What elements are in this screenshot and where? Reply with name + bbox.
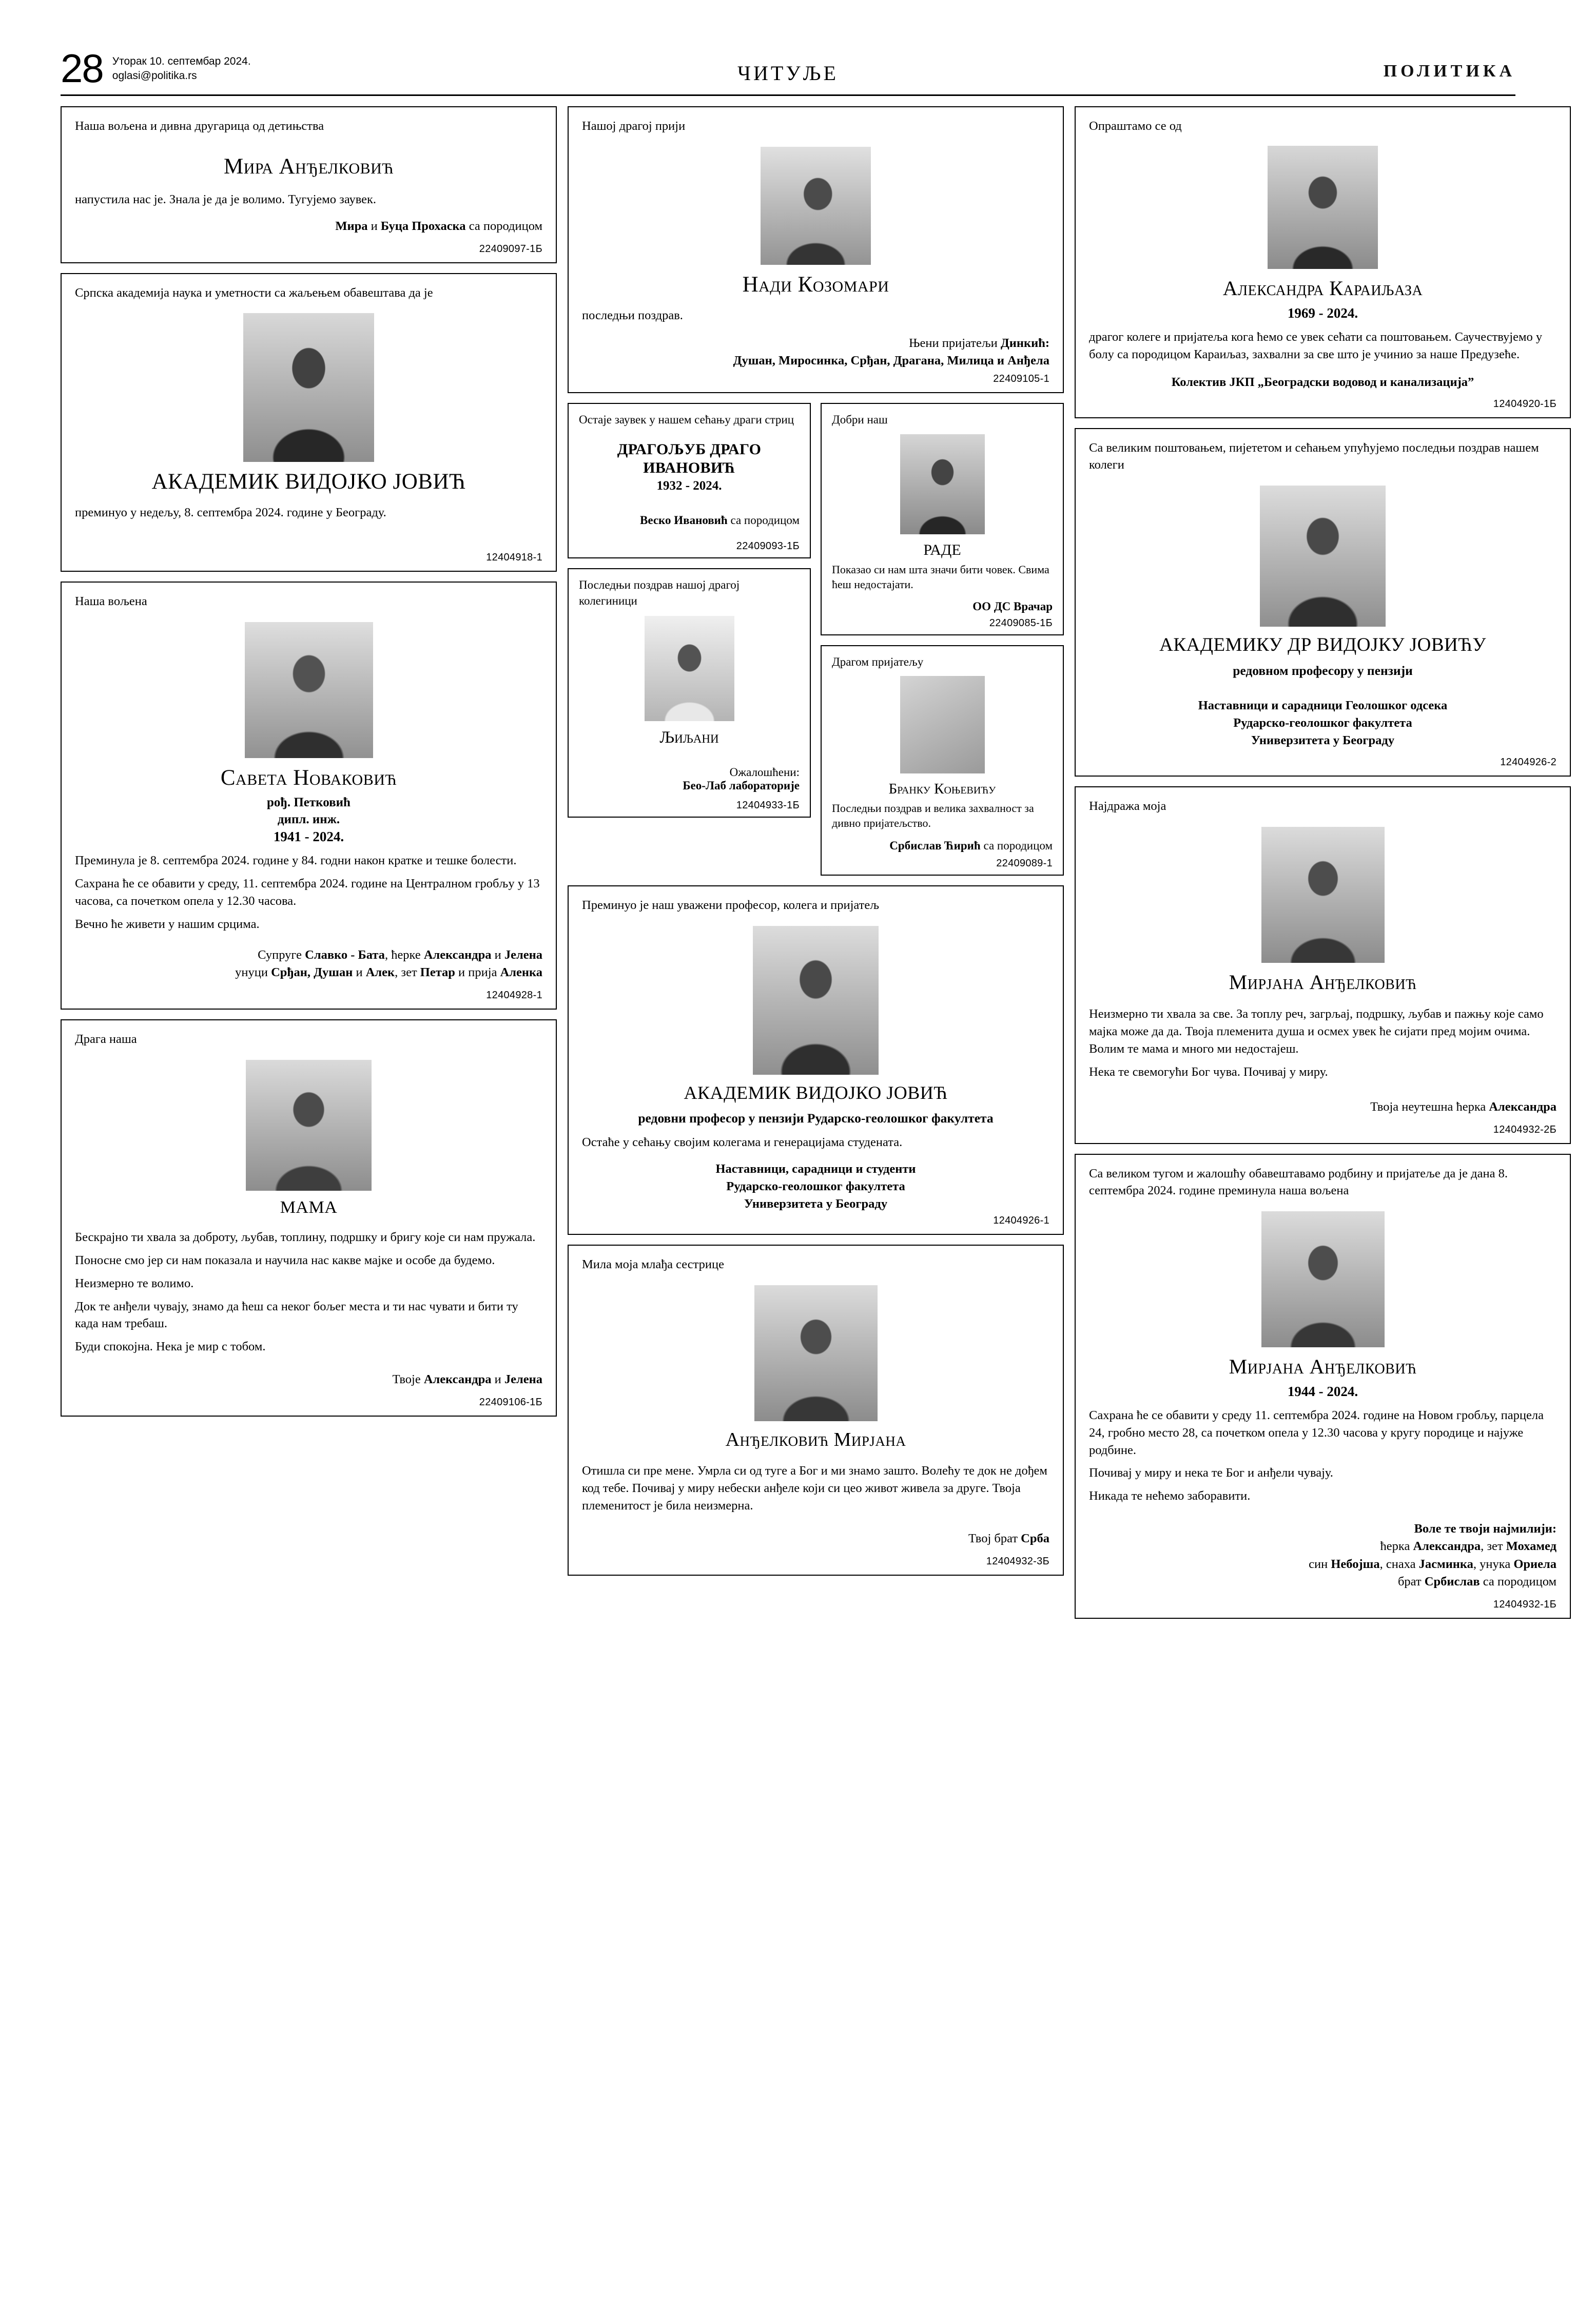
signature-line-1	[75, 946, 542, 964]
signature-line-2: Рударско-геолошког факултета	[726, 1179, 905, 1193]
s3d: Јасминка	[1418, 1557, 1473, 1571]
obituary-body: Отишла си пре мене. Умрла си од туге а Бог и ми знамо зашто. Волећу те док не дођем код тебе. Почивај у миру небески анђеле који си цео живот живела за друге. Твоја племенитост је била неизмерна.	[582, 1464, 1047, 1513]
lead-text: Остаје заувек у нашем сећању драги стриц	[579, 413, 794, 426]
obituary-ljiljani	[568, 568, 811, 818]
s2c: , зет	[1481, 1539, 1506, 1554]
s2c: и	[353, 965, 366, 979]
s2g: и прија	[455, 965, 500, 979]
obituary-paragraph-3: Никада те нећемо заборавити.	[1089, 1489, 1251, 1503]
deceased-photo	[1260, 486, 1386, 627]
deceased-name: Бранку Коњевићу	[888, 781, 996, 798]
ad-code: 22409085-1Б	[989, 617, 1053, 629]
lead-text: Српска академија наука и уметности са жаљењем обавештава да је	[75, 286, 433, 300]
obituary-aleksandar-karailjaz	[1075, 106, 1571, 418]
sa: Србислав Ћирић	[889, 839, 981, 852]
s3a: син	[1309, 1557, 1331, 1571]
ad-code: 12404932-2Б	[1493, 1124, 1556, 1135]
deceased-photo	[754, 1285, 878, 1421]
obituary-body: напустила нас је. Знала је да је волимо. Тугујемо заувек.	[75, 192, 377, 207]
deceased-name: МАМА	[280, 1198, 338, 1217]
signature-line-2	[1089, 1538, 1556, 1555]
signature	[1089, 1098, 1556, 1116]
ad-code: 12404920-1Б	[1493, 398, 1556, 410]
signature	[582, 1160, 1049, 1213]
deceased-name: Љиљани	[659, 728, 719, 747]
ad-code: 12404926-1	[993, 1215, 1049, 1227]
obituary-paragraph-1: Сахрана ће се обавити у среду 11. септембра 2024. године на Новом гробљу, парцела 24, гробно место 28, са почетком опела у 12.30 часова у кругу породице и најуже родбине.	[1089, 1408, 1544, 1457]
s1c: , ћерке	[384, 947, 424, 962]
deceased-years: 1941 - 2024.	[273, 829, 344, 845]
obituary-body: Показао си нам шта значи бити човек. Свима ћеш недостајати.	[832, 563, 1049, 591]
contact-email: oglasi@politika.rs	[112, 69, 197, 82]
lead-text: Најдража моја	[1089, 799, 1166, 814]
obituary-andjelkovic-mirjana-brother	[568, 1245, 1064, 1576]
deceased-name: Анђелковић Мирјана	[725, 1429, 906, 1451]
s4a: брат	[1397, 1574, 1425, 1589]
obituary-akademik-vidojko-jovic-geology	[1075, 428, 1571, 777]
deceased-photo	[246, 1060, 372, 1191]
issue-date: Уторак 10. септембар 2024.	[112, 55, 251, 67]
signature-line-1: Наставници и сарадници Геолошког одсека	[1198, 698, 1448, 712]
obituary-paragraph-1: Неизмерно ти хвала за све. За топлу реч, загрљај, подршку, љубав и пажњу које само мајка може да да. Твоја племенита душа и осмех увек ће сијати пред мојим очима. Волим те мама и много ми недостајеш.	[1089, 1007, 1544, 1056]
column-3	[1075, 106, 1571, 1619]
s2d: Мохамед	[1506, 1539, 1556, 1554]
ad-code: 22409105-1	[993, 373, 1049, 384]
s2a: унуци	[235, 965, 271, 979]
deceased-name: Мирјана Анђелковић	[1229, 1355, 1417, 1379]
obituary-paragraph-2: Почивај у миру и нека те Бог и анђели чувају.	[1089, 1466, 1333, 1480]
deceased-name: Мира Анђелковић	[223, 154, 394, 179]
obituary-body: драгог колеге и пријатеља кога ћемо се увек сећати са поштовањем. Саучествујемо у болу са породицом Караиљаз, захвални за све што је учинио за наше Предузеће.	[1089, 330, 1543, 362]
portrait-graphic	[1261, 1211, 1385, 1347]
page-number: 28	[61, 46, 103, 91]
deceased-photo	[1261, 827, 1385, 963]
deceased-name: АКАДЕМИК ВИДОЈКО ЈОВИЋ	[684, 1082, 948, 1103]
obituary-saveta-novakovic	[61, 582, 557, 1010]
ad-code: 12404926-2	[1500, 757, 1556, 768]
obituary-body: преминуо у недељу, 8. септембра 2024. године у Београду.	[75, 505, 386, 519]
ad-code: 22409089-1	[996, 857, 1053, 869]
portrait-graphic	[645, 616, 734, 721]
ad-code: 22409093-1Б	[736, 540, 800, 552]
deceased-photo	[1268, 146, 1378, 269]
signature	[75, 946, 542, 982]
s3b: Небојша	[1331, 1557, 1380, 1571]
ad-code: 22409097-1Б	[479, 243, 542, 255]
signer-tail: са породицом	[465, 219, 542, 234]
s2h: Аленка	[500, 965, 542, 979]
ad-code: 12404933-1Б	[736, 800, 800, 811]
signature-line-1: Воле те твоји најмилији:	[1414, 1522, 1556, 1536]
s4c: са породицом	[1480, 1574, 1556, 1589]
deceased-role: редовни професор у пензији Рударско-геолошког факултета	[638, 1110, 994, 1126]
obituary-paragraph-2: Нека те свемогући Бог чува. Почивај у миру.	[1089, 1064, 1328, 1079]
sa: Твој брат	[968, 1531, 1021, 1545]
deceased-name: Савета Новаковић	[220, 766, 397, 790]
obituary-paragraph-3: Неизмерно те волимо.	[75, 1276, 194, 1290]
signature-line-1: Ожалошћени:	[729, 766, 800, 779]
obituary-branko-konjevic	[821, 645, 1064, 876]
s2f: Петар	[420, 965, 455, 979]
s1a: Њени пријатељи	[909, 336, 1001, 351]
portrait-graphic	[900, 676, 985, 773]
signature-line-1: Наставници, сарадници и студенти	[715, 1161, 916, 1176]
s2b: Александра	[1413, 1539, 1481, 1554]
obituary-body: Последњи поздрав и велика захвалност за дивно пријатељство.	[832, 802, 1034, 830]
deceased-photo	[645, 616, 734, 721]
obituary-dragoljub-drago-ivanovic	[568, 403, 811, 558]
sa: Веско Ивановић	[640, 513, 728, 527]
deceased-photo	[1261, 1211, 1385, 1347]
portrait-graphic	[754, 1285, 878, 1421]
obituary-nadi-kozomari	[568, 106, 1064, 393]
signature	[582, 335, 1049, 370]
obituary-body: Остаће у сећању својим колегама и генерацијама студената.	[582, 1135, 903, 1149]
lead-text: Са великом тугом и жалошћу обавештавамо родбину и пријатеље да је дана 8. септембра 2024. године преминула наша вољена	[1089, 1166, 1508, 1198]
s1f: Јелена	[504, 947, 542, 962]
column-1	[61, 106, 557, 1619]
sc: и	[491, 1372, 504, 1386]
deceased-name: Мирјана Анђелковић	[1229, 971, 1417, 994]
signature-line-3	[1089, 1556, 1556, 1573]
signature-line-4	[1089, 1573, 1556, 1591]
obituary-mira-andjelkovic	[61, 106, 557, 263]
deceased-name: Александра Караиљаза	[1222, 277, 1423, 300]
deceased-photo	[243, 313, 374, 462]
s2e: , зет	[395, 965, 420, 979]
deceased-name: ДРАГОЉУБ ДРАГО ИВАНОВИЋ	[617, 440, 762, 477]
sa: Твоје	[392, 1372, 424, 1386]
obituary-rade	[821, 403, 1064, 635]
deceased-photo	[900, 676, 985, 773]
ad-code: 12404928-1	[486, 990, 542, 1001]
signature-line-2	[75, 964, 542, 981]
obituary-body: последњи поздрав.	[582, 308, 683, 323]
lead-text: Опраштамо се од	[1089, 119, 1182, 133]
obituary-pair-row	[568, 403, 1064, 876]
signature	[582, 1530, 1049, 1547]
s4b: Србислав	[1424, 1574, 1480, 1589]
signature	[579, 514, 800, 527]
ad-code: 22409106-1Б	[479, 1397, 542, 1408]
lead-text: Мила моја млађа сестрице	[582, 1257, 725, 1272]
sb: Александра	[1489, 1099, 1556, 1114]
obituary-paragraph-5: Буди спокојна. Нека је мир с тобом.	[75, 1340, 266, 1354]
lead-text: Преминуо је наш уважени професор, колега и пријатељ	[582, 898, 880, 912]
signature: Колектив ЈКП „Београдски водовод и канализација”	[1171, 375, 1474, 389]
portrait-graphic	[900, 434, 985, 534]
s1a: Супруге	[258, 947, 305, 962]
signature: ОО ДС Врачар	[972, 599, 1053, 613]
s3f: Ориела	[1513, 1557, 1556, 1571]
lead-text: Драга наша	[75, 1032, 137, 1047]
signature-line-2: Бео-Лаб лабораторије	[683, 779, 800, 792]
obituary-akademik-vidojko-jovic-rgf	[568, 885, 1064, 1235]
deceased-name: АКАДЕМИКУ ДР ВИДОЈКУ ЈОВИЋУ	[1159, 634, 1486, 656]
deceased-photo	[245, 622, 373, 758]
masthead	[61, 46, 1515, 96]
sb: са породицом	[980, 839, 1053, 852]
ad-code: 12404932-1Б	[1493, 1599, 1556, 1611]
portrait-graphic	[1261, 827, 1385, 963]
sb: Срба	[1021, 1531, 1049, 1545]
obituary-paragraph-4: Док те анђели чувају, знамо да ћеш са неког бољег места и ти нас чувати и бити ту када нам требаш.	[75, 1299, 518, 1331]
s1e: и	[491, 947, 504, 962]
obituary-paragraph-2: Поносне смо јер си нам показала и научила нас какве мајке и особе да будемо.	[75, 1253, 495, 1268]
portrait-graphic	[246, 1060, 372, 1191]
deceased-years: 1944 - 2024.	[1287, 1384, 1358, 1400]
ad-code: 12404918-1	[486, 552, 542, 564]
deceased-title: дипл. инж.	[277, 812, 340, 826]
sb: Александра	[423, 1372, 492, 1386]
section-title: ЧИТУЉЕ	[737, 62, 839, 85]
signature	[832, 839, 1053, 853]
deceased-photo	[761, 147, 871, 265]
lead-text: Драгом пријатељу	[832, 655, 924, 668]
lead-text: Последњи поздрав нашој драгој колегиници	[579, 578, 740, 607]
deceased-maiden-name: рођ. Петковић	[267, 796, 351, 810]
obituary-mama	[61, 1019, 557, 1417]
signature-line-2: Рударско-геолошког факултета	[1233, 715, 1412, 730]
obituary-paragraph-3: Вечно ће живети у нашим срцима.	[75, 917, 260, 931]
signature	[75, 218, 542, 235]
s1b: Динкић:	[1000, 336, 1049, 351]
signer-name-1: Мира	[335, 219, 368, 234]
sa: Твоја неутешна ћерка	[1370, 1099, 1489, 1114]
deceased-name: Нади Козомари	[742, 273, 889, 297]
lead-text: Добри наш	[832, 413, 888, 426]
s2a: ћерка	[1380, 1539, 1413, 1554]
s3c: , снаха	[1379, 1557, 1419, 1571]
lead-text: Наша вољена и дивна другарица од детињства	[75, 119, 324, 133]
portrait-graphic	[245, 622, 373, 758]
lead-text: Са великим поштовањем, пијететом и сећањем упућујемо последњи поздрав нашем колеги	[1089, 441, 1539, 472]
portrait-graphic	[753, 926, 879, 1075]
sb: са породицом	[727, 513, 800, 527]
portrait-graphic	[1268, 146, 1378, 269]
deceased-name: АКАДЕМИК ВИДОЈКО ЈОВИЋ	[151, 469, 466, 494]
obituary-paragraph-1: Преминула је 8. септембра 2024. године у 84. годни након кратке и тешке болести.	[75, 854, 517, 868]
signature-line-3: Универзитета у Београду	[1251, 733, 1395, 748]
deceased-name: РАДЕ	[923, 541, 961, 558]
s1d: Александра	[423, 947, 492, 962]
portrait-graphic	[761, 147, 871, 265]
portrait-graphic	[1260, 486, 1386, 627]
deceased-photo	[900, 434, 985, 534]
signature-line-3: Универзитета у Београду	[744, 1197, 888, 1211]
lead-text: Наша вољена	[75, 594, 147, 609]
column-2	[568, 106, 1064, 1619]
portrait-graphic	[243, 313, 374, 462]
deceased-years: 1932 - 2024.	[656, 478, 722, 493]
conj: и	[367, 219, 381, 234]
obituary-paragraph-1: Бескрајно ти хвала за доброту, љубав, топлину, подршку и бригу које си нам пружала.	[75, 1230, 536, 1245]
signature-line-1	[582, 335, 1049, 352]
pair-left	[568, 403, 811, 876]
obituary-paragraph-2: Сахрана ће се обавити у среду, 11. септембра 2024. године на Централном гробљу у 13 часова, са почетком опела у 12.30 часова.	[75, 877, 540, 908]
deceased-photo	[753, 926, 879, 1075]
s1b: Славко - Бата	[305, 947, 385, 962]
deceased-years: 1969 - 2024.	[1287, 305, 1358, 321]
signature	[1089, 697, 1556, 750]
signature	[1089, 1520, 1556, 1591]
ad-code: 12404932-3Б	[986, 1556, 1049, 1567]
obituary-mirjana-andjelkovic-family	[1075, 1154, 1571, 1619]
deceased-role: редовном професору у пензији	[1233, 663, 1413, 679]
signature	[75, 1371, 542, 1388]
signer-name-2: Буца Прохаска	[380, 219, 466, 234]
obituary-mirjana-andjelkovic-daughter	[1075, 786, 1571, 1144]
s3e: , унука	[1473, 1557, 1514, 1571]
signature-line-2: Душан, Миросинка, Срђан, Драгана, Милица и Анђела	[733, 354, 1049, 368]
s2d: Алек	[365, 965, 395, 979]
obituary-akademik-vidojko-jovic-sanu	[61, 273, 557, 572]
signature	[579, 766, 800, 792]
lead-text: Нашој драгој прији	[582, 119, 686, 133]
pair-right	[821, 403, 1064, 876]
s2b: Срђан, Душан	[271, 965, 353, 979]
sd: Јелена	[504, 1372, 542, 1386]
obituary-grid	[61, 106, 1556, 1619]
publication-logo: ПОЛИТИКА	[1383, 62, 1515, 81]
